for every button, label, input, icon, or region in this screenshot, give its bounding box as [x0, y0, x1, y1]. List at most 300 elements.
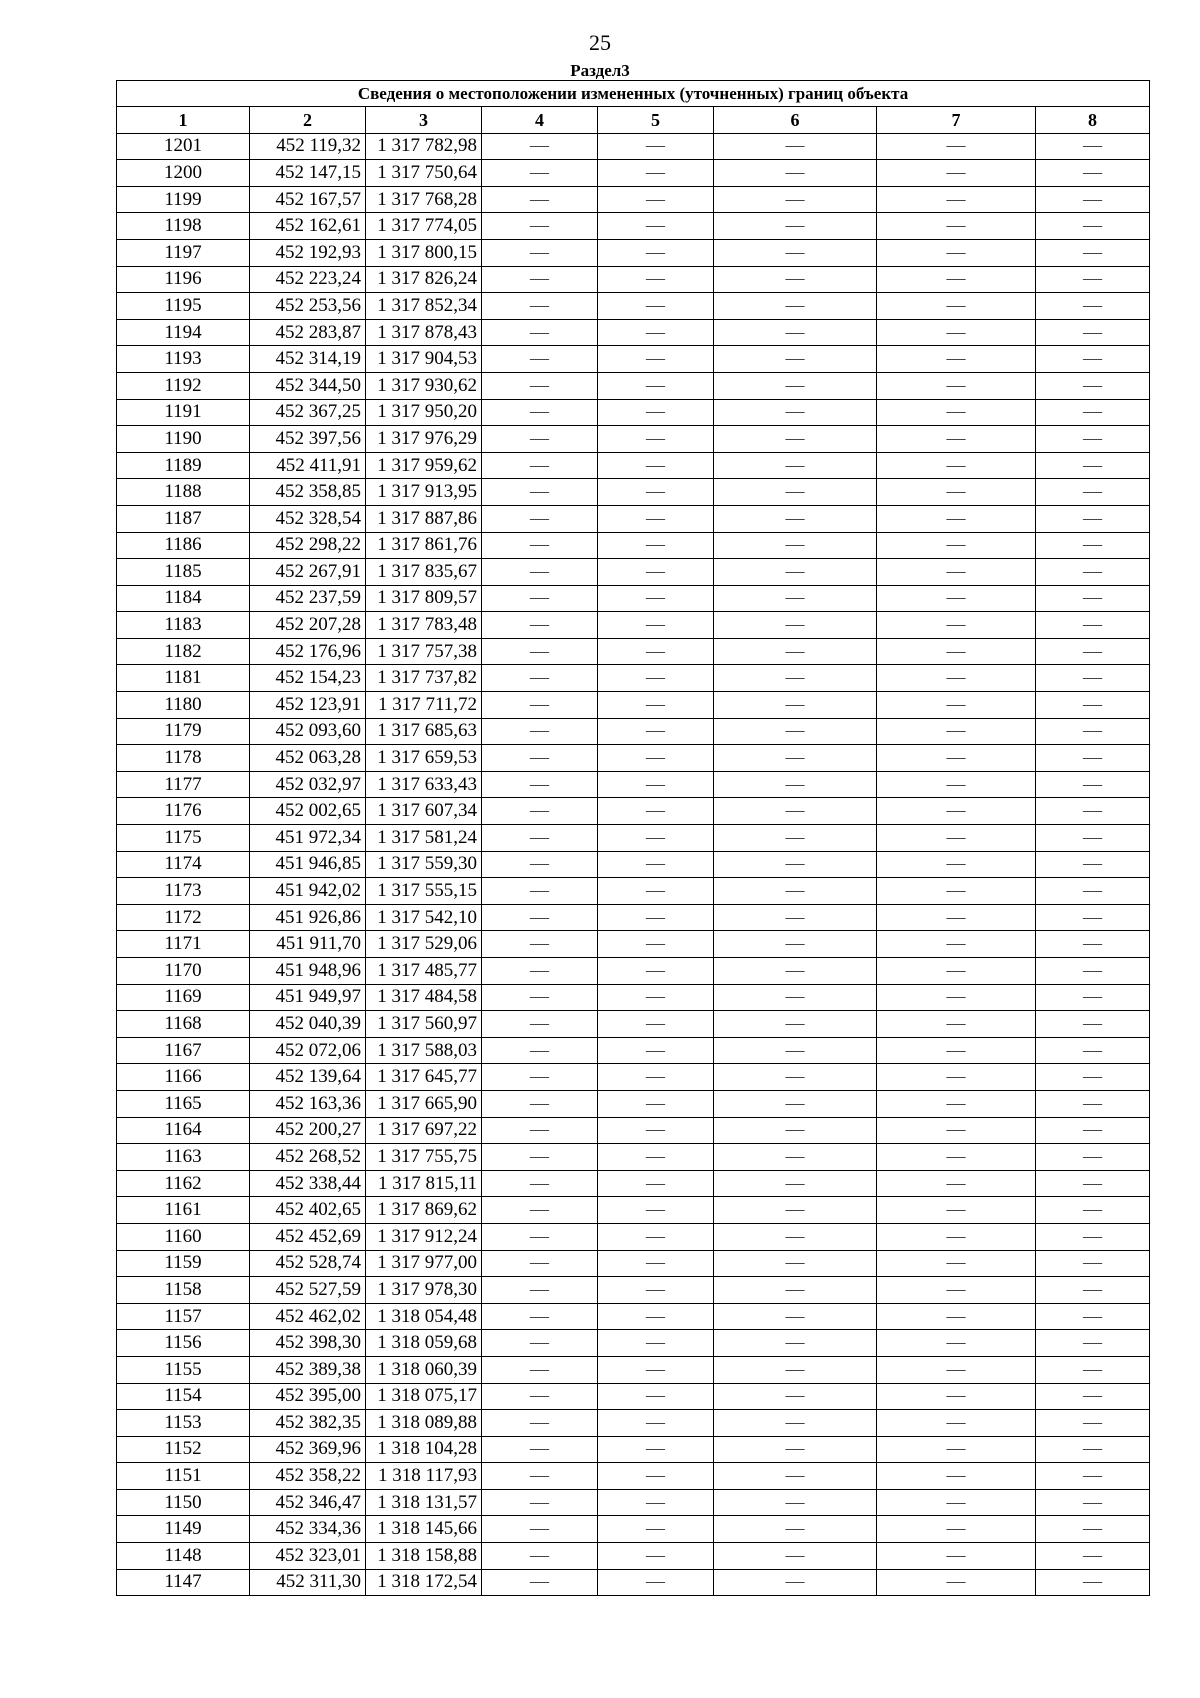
point-number-cell: 1188: [117, 479, 250, 506]
x-coordinate-cell: 452 358,22: [250, 1463, 366, 1490]
empty-value-cell: —: [598, 346, 714, 373]
empty-value-cell: —: [877, 1117, 1036, 1144]
empty-value-cell: —: [714, 984, 877, 1011]
empty-value-cell: —: [877, 1356, 1036, 1383]
empty-value-cell: —: [598, 825, 714, 852]
point-number-cell: 1185: [117, 559, 250, 586]
empty-value-cell: —: [482, 239, 598, 266]
y-coordinate-cell: 1 317 485,77: [366, 958, 482, 985]
y-coordinate-cell: 1 317 697,22: [366, 1117, 482, 1144]
empty-value-cell: —: [598, 718, 714, 745]
y-coordinate-cell: 1 318 131,57: [366, 1489, 482, 1516]
empty-value-cell: —: [598, 426, 714, 453]
empty-value-cell: —: [1036, 692, 1150, 719]
empty-value-cell: —: [598, 904, 714, 931]
empty-value-cell: —: [714, 718, 877, 745]
empty-value-cell: —: [877, 1489, 1036, 1516]
y-coordinate-cell: 1 318 054,48: [366, 1303, 482, 1330]
table-row: [117, 692, 1150, 719]
empty-value-cell: —: [1036, 372, 1150, 399]
empty-value-cell: —: [877, 851, 1036, 878]
empty-value-cell: —: [598, 1117, 714, 1144]
table-row: [117, 293, 1150, 320]
table-row: [117, 479, 1150, 506]
empty-value-cell: —: [598, 1144, 714, 1171]
table-body: [117, 133, 1150, 1596]
empty-value-cell: —: [598, 505, 714, 532]
empty-value-cell: —: [1036, 160, 1150, 187]
y-coordinate-cell: 1 317 750,64: [366, 160, 482, 187]
point-number-cell: 1160: [117, 1223, 250, 1250]
empty-value-cell: —: [877, 452, 1036, 479]
empty-value-cell: —: [482, 532, 598, 559]
empty-value-cell: —: [1036, 479, 1150, 506]
x-coordinate-cell: 452 462,02: [250, 1303, 366, 1330]
table-row: [117, 1144, 1150, 1171]
empty-value-cell: —: [1036, 1410, 1150, 1437]
empty-value-cell: —: [877, 1410, 1036, 1437]
empty-value-cell: —: [1036, 239, 1150, 266]
x-coordinate-cell: 452 268,52: [250, 1144, 366, 1171]
point-number-cell: 1186: [117, 532, 250, 559]
empty-value-cell: —: [877, 958, 1036, 985]
empty-value-cell: —: [598, 1250, 714, 1277]
point-number-cell: 1182: [117, 638, 250, 665]
y-coordinate-cell: 1 317 783,48: [366, 612, 482, 639]
table-row: [117, 1463, 1150, 1490]
column-number: 4: [482, 107, 598, 134]
table-row: [117, 372, 1150, 399]
y-coordinate-cell: 1 317 835,67: [366, 559, 482, 586]
empty-value-cell: —: [877, 1436, 1036, 1463]
empty-value-cell: —: [714, 213, 877, 240]
empty-value-cell: —: [714, 1463, 877, 1490]
x-coordinate-cell: 452 119,32: [250, 133, 366, 160]
empty-value-cell: —: [598, 745, 714, 772]
empty-value-cell: —: [1036, 1250, 1150, 1277]
empty-value-cell: —: [714, 426, 877, 453]
x-coordinate-cell: 452 163,36: [250, 1090, 366, 1117]
column-number: 7: [877, 107, 1036, 134]
empty-value-cell: —: [482, 505, 598, 532]
x-coordinate-cell: 452 334,36: [250, 1516, 366, 1543]
table-row: [117, 798, 1150, 825]
empty-value-cell: —: [877, 771, 1036, 798]
point-number-cell: 1165: [117, 1090, 250, 1117]
empty-value-cell: —: [877, 1037, 1036, 1064]
point-number-cell: 1176: [117, 798, 250, 825]
empty-value-cell: —: [877, 1383, 1036, 1410]
empty-value-cell: —: [1036, 426, 1150, 453]
table-row: [117, 665, 1150, 692]
empty-value-cell: —: [877, 213, 1036, 240]
y-coordinate-cell: 1 317 581,24: [366, 825, 482, 852]
table-row: [117, 133, 1150, 160]
empty-value-cell: —: [714, 505, 877, 532]
empty-value-cell: —: [877, 984, 1036, 1011]
y-coordinate-cell: 1 317 711,72: [366, 692, 482, 719]
empty-value-cell: —: [482, 825, 598, 852]
x-coordinate-cell: 452 452,69: [250, 1223, 366, 1250]
point-number-cell: 1152: [117, 1436, 250, 1463]
empty-value-cell: —: [598, 1569, 714, 1596]
x-coordinate-cell: 452 527,59: [250, 1277, 366, 1304]
x-coordinate-cell: 452 389,38: [250, 1356, 366, 1383]
empty-value-cell: —: [482, 665, 598, 692]
table-row: [117, 1356, 1150, 1383]
x-coordinate-cell: 452 311,30: [250, 1569, 366, 1596]
y-coordinate-cell: 1 317 861,76: [366, 532, 482, 559]
empty-value-cell: —: [877, 293, 1036, 320]
empty-value-cell: —: [482, 1489, 598, 1516]
table-row: [117, 399, 1150, 426]
point-number-cell: 1173: [117, 878, 250, 905]
x-coordinate-cell: 452 253,56: [250, 293, 366, 320]
table-row: [117, 718, 1150, 745]
table-row: [117, 346, 1150, 373]
empty-value-cell: —: [598, 798, 714, 825]
empty-value-cell: —: [1036, 638, 1150, 665]
empty-value-cell: —: [1036, 665, 1150, 692]
point-number-cell: 1196: [117, 266, 250, 293]
point-number-cell: 1157: [117, 1303, 250, 1330]
column-number: 1: [117, 107, 250, 134]
point-number-cell: 1158: [117, 1277, 250, 1304]
point-number-cell: 1179: [117, 718, 250, 745]
point-number-cell: 1194: [117, 319, 250, 346]
table-row: [117, 239, 1150, 266]
y-coordinate-cell: 1 317 757,38: [366, 638, 482, 665]
empty-value-cell: —: [877, 1197, 1036, 1224]
table-row: [117, 1090, 1150, 1117]
x-coordinate-cell: 452 093,60: [250, 718, 366, 745]
empty-value-cell: —: [482, 1410, 598, 1437]
empty-value-cell: —: [598, 1436, 714, 1463]
y-coordinate-cell: 1 317 782,98: [366, 133, 482, 160]
empty-value-cell: —: [877, 904, 1036, 931]
y-coordinate-cell: 1 317 633,43: [366, 771, 482, 798]
empty-value-cell: —: [714, 771, 877, 798]
empty-value-cell: —: [598, 638, 714, 665]
empty-value-cell: —: [877, 1011, 1036, 1038]
empty-value-cell: —: [482, 1037, 598, 1064]
table-row: [117, 319, 1150, 346]
x-coordinate-cell: 452 147,15: [250, 160, 366, 187]
table-row: [117, 1037, 1150, 1064]
empty-value-cell: —: [482, 798, 598, 825]
empty-value-cell: —: [1036, 1489, 1150, 1516]
point-number-cell: 1184: [117, 585, 250, 612]
y-coordinate-cell: 1 317 529,06: [366, 931, 482, 958]
table-row: [117, 1516, 1150, 1543]
empty-value-cell: —: [877, 825, 1036, 852]
table-caption: Сведения о местоположении измененных (уточненных) границ объекта: [117, 81, 1150, 107]
empty-value-cell: —: [1036, 1436, 1150, 1463]
x-coordinate-cell: 452 237,59: [250, 585, 366, 612]
empty-value-cell: —: [877, 133, 1036, 160]
empty-value-cell: —: [482, 266, 598, 293]
column-number: 8: [1036, 107, 1150, 134]
x-coordinate-cell: 452 176,96: [250, 638, 366, 665]
x-coordinate-cell: 451 942,02: [250, 878, 366, 905]
empty-value-cell: —: [877, 745, 1036, 772]
y-coordinate-cell: 1 317 555,15: [366, 878, 482, 905]
empty-value-cell: —: [482, 1250, 598, 1277]
point-number-cell: 1162: [117, 1170, 250, 1197]
y-coordinate-cell: 1 318 089,88: [366, 1410, 482, 1437]
table-row: [117, 452, 1150, 479]
empty-value-cell: —: [877, 160, 1036, 187]
empty-value-cell: —: [482, 612, 598, 639]
empty-value-cell: —: [714, 1170, 877, 1197]
empty-value-cell: —: [877, 878, 1036, 905]
empty-value-cell: —: [598, 479, 714, 506]
empty-value-cell: —: [714, 1223, 877, 1250]
empty-value-cell: —: [598, 984, 714, 1011]
empty-value-cell: —: [877, 505, 1036, 532]
empty-value-cell: —: [714, 585, 877, 612]
empty-value-cell: —: [1036, 878, 1150, 905]
y-coordinate-cell: 1 317 737,82: [366, 665, 482, 692]
y-coordinate-cell: 1 317 645,77: [366, 1064, 482, 1091]
point-number-cell: 1153: [117, 1410, 250, 1437]
empty-value-cell: —: [714, 1250, 877, 1277]
empty-value-cell: —: [1036, 266, 1150, 293]
empty-value-cell: —: [598, 239, 714, 266]
empty-value-cell: —: [877, 665, 1036, 692]
x-coordinate-cell: 452 367,25: [250, 399, 366, 426]
table-row: [117, 213, 1150, 240]
table-row: [117, 931, 1150, 958]
empty-value-cell: —: [714, 1011, 877, 1038]
x-coordinate-cell: 452 267,91: [250, 559, 366, 586]
column-number: 5: [598, 107, 714, 134]
empty-value-cell: —: [714, 239, 877, 266]
table-row: [117, 1543, 1150, 1570]
empty-value-cell: —: [714, 452, 877, 479]
table-row: [117, 904, 1150, 931]
empty-value-cell: —: [482, 346, 598, 373]
empty-value-cell: —: [482, 638, 598, 665]
empty-value-cell: —: [482, 479, 598, 506]
empty-value-cell: —: [877, 266, 1036, 293]
empty-value-cell: —: [877, 638, 1036, 665]
empty-value-cell: —: [482, 1356, 598, 1383]
empty-value-cell: —: [1036, 213, 1150, 240]
x-coordinate-cell: 451 949,97: [250, 984, 366, 1011]
empty-value-cell: —: [877, 426, 1036, 453]
point-number-cell: 1155: [117, 1356, 250, 1383]
empty-value-cell: —: [598, 1170, 714, 1197]
empty-value-cell: —: [1036, 585, 1150, 612]
table-row: [117, 1489, 1150, 1516]
column-number: 2: [250, 107, 366, 134]
y-coordinate-cell: 1 318 117,93: [366, 1463, 482, 1490]
point-number-cell: 1148: [117, 1543, 250, 1570]
empty-value-cell: —: [877, 612, 1036, 639]
point-number-cell: 1183: [117, 612, 250, 639]
empty-value-cell: —: [714, 745, 877, 772]
empty-value-cell: —: [1036, 1064, 1150, 1091]
point-number-cell: 1190: [117, 426, 250, 453]
empty-value-cell: —: [482, 399, 598, 426]
empty-value-cell: —: [1036, 1197, 1150, 1224]
table-row: [117, 1330, 1150, 1357]
point-number-cell: 1195: [117, 293, 250, 320]
table-row: [117, 1277, 1150, 1304]
table-row: [117, 958, 1150, 985]
y-coordinate-cell: 1 317 826,24: [366, 266, 482, 293]
empty-value-cell: —: [482, 372, 598, 399]
y-coordinate-cell: 1 317 607,34: [366, 798, 482, 825]
y-coordinate-cell: 1 317 930,62: [366, 372, 482, 399]
y-coordinate-cell: 1 317 904,53: [366, 346, 482, 373]
section-title: Раздел3: [570, 61, 630, 80]
empty-value-cell: —: [482, 1223, 598, 1250]
x-coordinate-cell: 452 344,50: [250, 372, 366, 399]
empty-value-cell: —: [1036, 1170, 1150, 1197]
point-number-cell: 1187: [117, 505, 250, 532]
empty-value-cell: —: [482, 1197, 598, 1224]
point-number-cell: 1147: [117, 1569, 250, 1596]
empty-value-cell: —: [598, 692, 714, 719]
empty-value-cell: —: [598, 585, 714, 612]
empty-value-cell: —: [714, 692, 877, 719]
empty-value-cell: —: [1036, 1090, 1150, 1117]
empty-value-cell: —: [714, 532, 877, 559]
empty-value-cell: —: [1036, 1117, 1150, 1144]
x-coordinate-cell: 451 972,34: [250, 825, 366, 852]
empty-value-cell: —: [598, 213, 714, 240]
empty-value-cell: —: [598, 1090, 714, 1117]
empty-value-cell: —: [714, 638, 877, 665]
empty-value-cell: —: [482, 1569, 598, 1596]
empty-value-cell: —: [598, 532, 714, 559]
empty-value-cell: —: [714, 825, 877, 852]
empty-value-cell: —: [1036, 984, 1150, 1011]
point-number-cell: 1193: [117, 346, 250, 373]
x-coordinate-cell: 452 382,35: [250, 1410, 366, 1437]
x-coordinate-cell: 452 398,30: [250, 1330, 366, 1357]
empty-value-cell: —: [598, 1064, 714, 1091]
y-coordinate-cell: 1 317 768,28: [366, 186, 482, 213]
empty-value-cell: —: [1036, 1037, 1150, 1064]
table-row: [117, 1170, 1150, 1197]
empty-value-cell: —: [598, 1383, 714, 1410]
empty-value-cell: —: [877, 1170, 1036, 1197]
empty-value-cell: —: [1036, 1011, 1150, 1038]
empty-value-cell: —: [598, 931, 714, 958]
y-coordinate-cell: 1 317 912,24: [366, 1223, 482, 1250]
empty-value-cell: —: [482, 1144, 598, 1171]
table-row: [117, 1197, 1150, 1224]
empty-value-cell: —: [598, 1303, 714, 1330]
empty-value-cell: —: [1036, 825, 1150, 852]
x-coordinate-cell: 452 528,74: [250, 1250, 366, 1277]
empty-value-cell: —: [482, 1011, 598, 1038]
x-coordinate-cell: 452 369,96: [250, 1436, 366, 1463]
empty-value-cell: —: [598, 1516, 714, 1543]
empty-value-cell: —: [1036, 1144, 1150, 1171]
empty-value-cell: —: [1036, 1223, 1150, 1250]
x-coordinate-cell: 452 032,97: [250, 771, 366, 798]
x-coordinate-cell: 452 162,61: [250, 213, 366, 240]
point-number-cell: 1167: [117, 1037, 250, 1064]
x-coordinate-cell: 452 200,27: [250, 1117, 366, 1144]
y-coordinate-cell: 1 317 976,29: [366, 426, 482, 453]
empty-value-cell: —: [482, 931, 598, 958]
x-coordinate-cell: 452 223,24: [250, 266, 366, 293]
empty-value-cell: —: [714, 1436, 877, 1463]
empty-value-cell: —: [714, 399, 877, 426]
empty-value-cell: —: [1036, 958, 1150, 985]
y-coordinate-cell: 1 317 950,20: [366, 399, 482, 426]
point-number-cell: 1201: [117, 133, 250, 160]
y-coordinate-cell: 1 317 978,30: [366, 1277, 482, 1304]
x-coordinate-cell: 452 358,85: [250, 479, 366, 506]
empty-value-cell: —: [877, 239, 1036, 266]
empty-value-cell: —: [482, 1436, 598, 1463]
empty-value-cell: —: [1036, 904, 1150, 931]
table-row: [117, 1410, 1150, 1437]
empty-value-cell: —: [1036, 771, 1150, 798]
empty-value-cell: —: [877, 931, 1036, 958]
empty-value-cell: —: [1036, 1463, 1150, 1490]
empty-value-cell: —: [1036, 1277, 1150, 1304]
y-coordinate-cell: 1 317 878,43: [366, 319, 482, 346]
table-row: [117, 266, 1150, 293]
empty-value-cell: —: [877, 1516, 1036, 1543]
empty-value-cell: —: [1036, 1543, 1150, 1570]
empty-value-cell: —: [482, 1090, 598, 1117]
empty-value-cell: —: [482, 1117, 598, 1144]
y-coordinate-cell: 1 317 774,05: [366, 213, 482, 240]
empty-value-cell: —: [598, 452, 714, 479]
empty-value-cell: —: [598, 1223, 714, 1250]
y-coordinate-cell: 1 317 560,97: [366, 1011, 482, 1038]
table-row: [117, 186, 1150, 213]
table-row: [117, 1117, 1150, 1144]
table-row: [117, 505, 1150, 532]
empty-value-cell: —: [598, 133, 714, 160]
coordinates-table: [116, 80, 1150, 1596]
empty-value-cell: —: [877, 1144, 1036, 1171]
x-coordinate-cell: 451 926,86: [250, 904, 366, 931]
y-coordinate-cell: 1 317 542,10: [366, 904, 482, 931]
empty-value-cell: —: [877, 1330, 1036, 1357]
empty-value-cell: —: [482, 160, 598, 187]
point-number-cell: 1180: [117, 692, 250, 719]
point-number-cell: 1171: [117, 931, 250, 958]
empty-value-cell: —: [714, 1516, 877, 1543]
empty-value-cell: —: [598, 1330, 714, 1357]
empty-value-cell: —: [598, 958, 714, 985]
x-coordinate-cell: 452 139,64: [250, 1064, 366, 1091]
empty-value-cell: —: [1036, 1356, 1150, 1383]
empty-value-cell: —: [598, 1037, 714, 1064]
x-coordinate-cell: 452 207,28: [250, 612, 366, 639]
empty-value-cell: —: [598, 1543, 714, 1570]
empty-value-cell: —: [482, 1170, 598, 1197]
empty-value-cell: —: [482, 878, 598, 905]
x-coordinate-cell: 452 063,28: [250, 745, 366, 772]
empty-value-cell: —: [482, 1463, 598, 1490]
empty-value-cell: —: [482, 1383, 598, 1410]
empty-value-cell: —: [1036, 186, 1150, 213]
empty-value-cell: —: [877, 1569, 1036, 1596]
empty-value-cell: —: [877, 372, 1036, 399]
x-coordinate-cell: 452 154,23: [250, 665, 366, 692]
